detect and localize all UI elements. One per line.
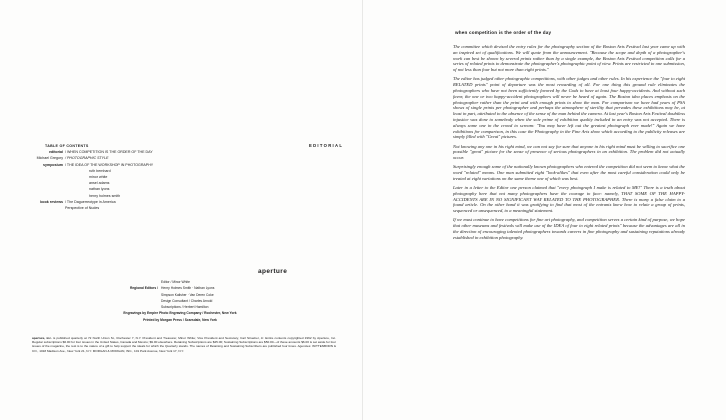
editorial-body [453,44,685,244]
masthead-label: Engravings by Empire Photo Engraving Company / Rochester, New York [123,311,237,316]
toc-entry-title: / WHEN COMPETITION IS THE ORDER OF THE DAY [65,150,153,155]
toc-row-review-2 [33,205,293,211]
participant-name: ansel adams [89,181,110,186]
masthead-value: Simpson Kalisher · Van Deren Coke [161,292,214,297]
publication-fine-print [32,336,336,353]
editorial-paragraph: The committee which devised the entry rules for the photography section of the Boston Arts Festival last year came up with an inspired set of qualifications. We will quote from the announcement. "Because the scope and depth of a photographer's work can best be shown by several prints rather than by a single example, the Boston Arts Festival competition calls for a series of related prints to demonstrate the photographer's photographic point of view. Prints are restricted to one submission, of not less than four but not more than eight prints." [453,44,685,73]
participant-name: ruth bernhard [89,168,111,173]
masthead-value: Subscriptions / Herbert Hamilton [161,305,209,310]
masthead-row [30,317,335,323]
editorial-paragraph: If we must continue to have competitions for fine art photography, and competition serves a certain kind of purpose, we hope that other museums and festivals will make use of the IDEA of four to eight related prints" because the advantages are all in the direction of encouraging talented photographers towards careers in fine photography and sustaining reputations already established in exhibition photography. [453,217,685,240]
toc-review-1: / The Daguerreotype in America [65,199,116,204]
fine-print-lead: aperture, inc. [32,336,52,340]
toc-entry-title: / PHOTOGRAPHIC STYLE [65,156,109,161]
toc-label: book reviews [40,199,63,204]
masthead-label: Printed by Morgan Press / Scarsdale, New York [143,317,217,322]
masthead-value: Henry Holmes Smith · Nathan Lyons [161,286,215,291]
toc-rows [33,149,293,168]
toc-entry-title: / THE IDEA OF THE WORKSHOP IN PHOTOGRAPHY [65,162,154,167]
toc-label: symposium [43,162,63,167]
editorial-paragraph: Not knowing any one in his right mind, we can not say for sure that anyone in his right mind must be willing to sacrifice one possible "great" picture for the sense of presence of serious photographers in an exhibition. The problem did not actually occur. [453,143,685,161]
masthead-label: Regional Editors / [129,286,158,291]
masthead-value: Editor / Minor White [161,280,190,284]
toc-review-2: Perspective of Nudes [65,205,100,210]
participant-name: minor white [89,174,108,179]
participant-name: nathan lyons [89,187,110,192]
masthead [30,279,335,323]
editorial-paragraph: The editor has judged other photographic competitions, with other judges and other rules. In his experience the "four to eight RELATED prints" point of departure was the most rewarding of all. For one thing this ground rule eliminates the photographers who have not been sufficiently favored by the Gods to have at least four happy-accidents. And without such favor, the one or two happy-accident photographers will never be heard of again. The Boston idea places emphasis on the photographer rather than the print and with enough prints to show the man. For comparison we have had years of PSA shows of single prints per photographer and perhaps the atmosphere of sterility that pervades these exhibitions may be, at least in part, attributed to the absence of the sense of the man behind the camera. At last year's Boston Arts Festival doubtless injustice was done to somebody when the sole prime of exhibition quality included in an entry was not accepted. There is always some one in the crowd to scream: "You may have left out the greatest photograph ever made!" Again we have exhibitions for comparison, in this case the Photography in the Fine Arts show which according to the publicity releases are simply filled with "Great" pictures. [453,76,685,140]
editorial-paragraph: Later in a letter to the Editor one person claimed that "every photograph I make is related to ME!" There is a truth about photography here that not many photographers have the courage to face: namely, THAT SOME OF THE HAPPY-ACCIDENTS ARE IN NO SIGNIFICANT WAY RELATED TO THE PHOTOGRAPHER. There is many a false claim to a found article. On the other hand it was gratifying to find that most of the entrants knew how to relate a group of prints, sequenced or unsequenced, to a meaningful statement. [453,185,685,214]
toc-heading: TABLE OF CONTENTS [45,144,89,148]
toc-label: editorial [49,150,63,155]
editorial-title: when competition is the order of the day [455,30,552,35]
editorial-paragraph: Surprisingly enough some of the nationally known photographers who entered the competition did not seem to know what the word "related" means. One man submitted eight "look-alikes" that even after the most careful consideration could only be treated at eight variations on the same theme one of which was best. [453,164,685,181]
right-page [363,0,726,420]
symposium-participants [33,168,293,199]
table-of-contents [33,143,293,211]
editorial-tag: EDITORIAL [309,143,344,148]
masthead-value: Design Consultant / Charles Arnold [161,298,213,303]
toc-label: Michael Gregory [36,156,63,161]
participant-name: henry holmes smith [89,193,121,198]
fine-print-text: is published quarterly at 72 North Union St., Rochester 7, N.Y. President and Treasurer, Minor White; Vice President and Secretary, Carl Strueber, Jr. Entire contents copyrighted 1962 by Aperture, Inc. Regular subscriptions $6.00 for four issues in the United States, Canada and Mexico; $9.00 elsewhere. Retaining Subscriptions are $25.00; Sustaining Subscriptions are $50.00—of these amounts $6.00 is set aside for four issues of the magazine, the rest is to the nature of a gift to help support the ideals for which the Quarterly stands. The names of Retaining and Sustaining Subscribers are published four times. Agencies: WITTENBORN & CO., 1018 Madison Ave., New York 21, N.Y. MORGAN & MORGAN, INC., 101 Park Avenue, New York 17, N.Y. [32,336,336,353]
aperture-logo: aperture [258,268,288,275]
